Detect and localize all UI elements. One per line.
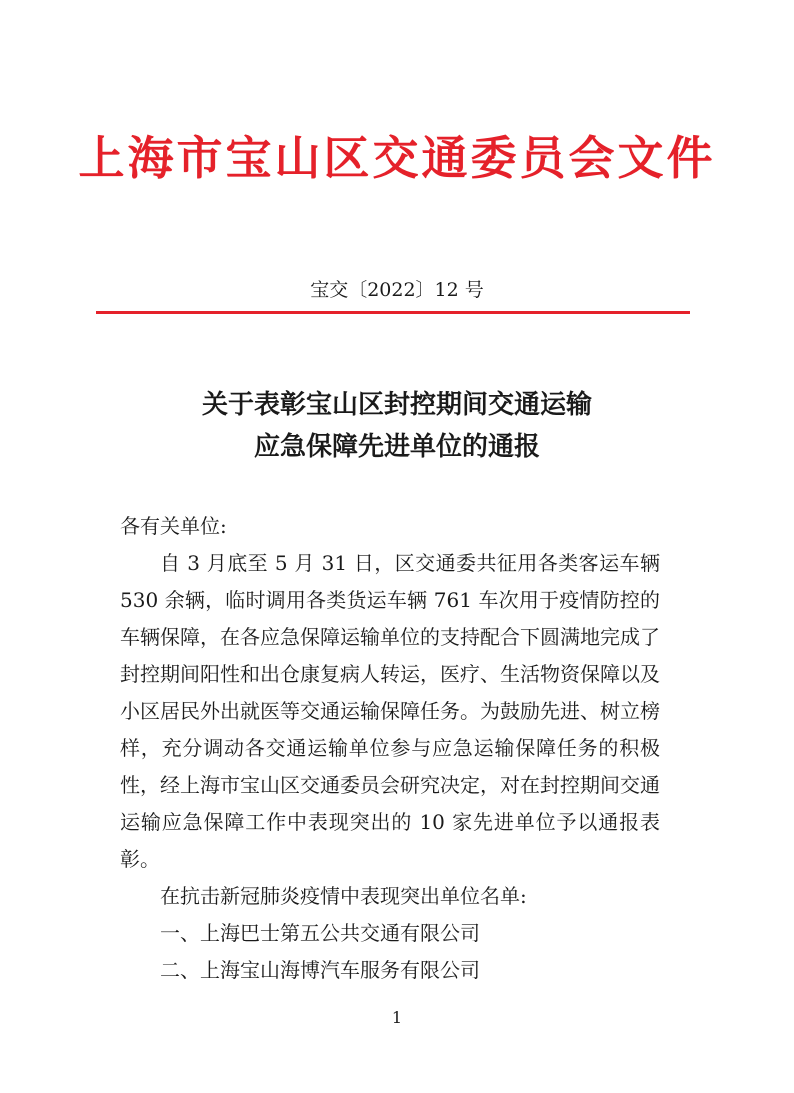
body-paragraph: 自 3 月底至 5 月 31 日，区交通委共征用各类客运车辆 530 余辆，临时调用各类货运车辆 761 车次用于疫情防控的车辆保障，在各应急保障运输单位的支持配合下圆满地完成了封控期间阳性和出仓康复病人转运，医疗、生活物资保障以及小区居民外出就医等交通运输保障任务。为鼓励先进、树立榜样，充分调动各交通运输单位参与应急运输保障任务的积极性，经上海市宝山区交通委员会研究决定，对在封控期间交通运输应急保障工作中表现突出的 10 家先进单位予以通报表彰。 bbox=[120, 551, 660, 871]
notice-title-line-1: 关于表彰宝山区封控期间交通运输 bbox=[201, 390, 592, 420]
document-header-title: 上海市宝山区交通委员会文件 bbox=[78, 131, 716, 185]
red-separator-line bbox=[96, 311, 690, 314]
list-intro: 在抗击新冠肺炎疫情中表现突出单位名单: bbox=[160, 884, 527, 908]
notice-title-line-2: 应急保障先进单位的通报 bbox=[253, 432, 540, 462]
document-number: 宝交〔2022〕12 号 bbox=[310, 279, 484, 301]
notice-title bbox=[0, 384, 794, 468]
list-item-2: 二、上海宝山海博汽车服务有限公司 bbox=[160, 958, 480, 982]
salutation: 各有关单位: bbox=[120, 514, 227, 538]
document-body bbox=[120, 508, 660, 989]
page-number: 1 bbox=[391, 1008, 403, 1027]
list-item-1: 一、上海巴士第五公共交通有限公司 bbox=[160, 921, 480, 945]
